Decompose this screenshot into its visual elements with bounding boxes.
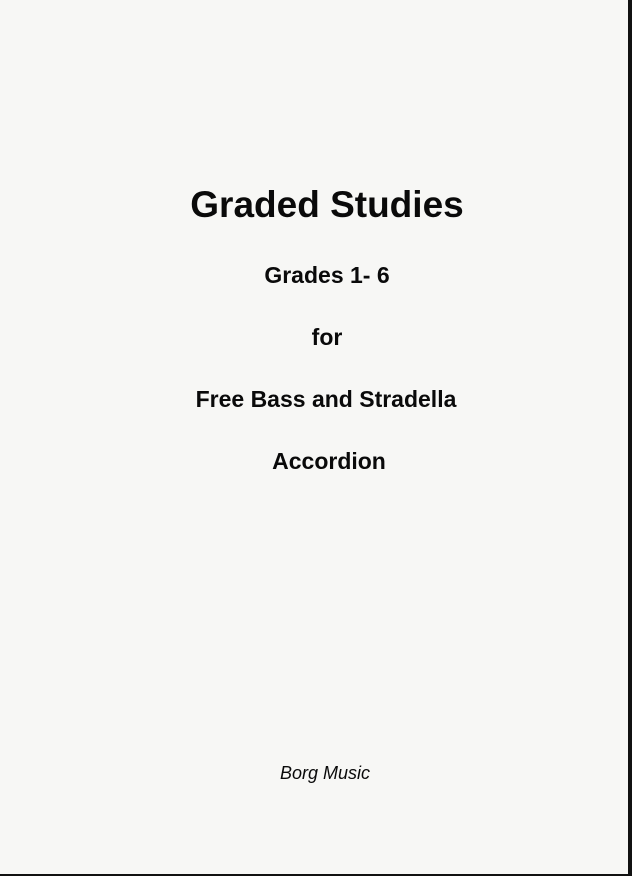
accordion-text: Accordion bbox=[272, 448, 386, 474]
publisher-name: Borg Music bbox=[279, 763, 371, 783]
page-title: Graded Studies bbox=[190, 184, 464, 225]
grades-subtitle: Grades 1- 6 bbox=[264, 262, 390, 288]
for-text: for bbox=[311, 324, 343, 350]
instrument-line: Free Bass and Stradella bbox=[195, 386, 457, 412]
page-edge-shadow bbox=[628, 0, 632, 876]
